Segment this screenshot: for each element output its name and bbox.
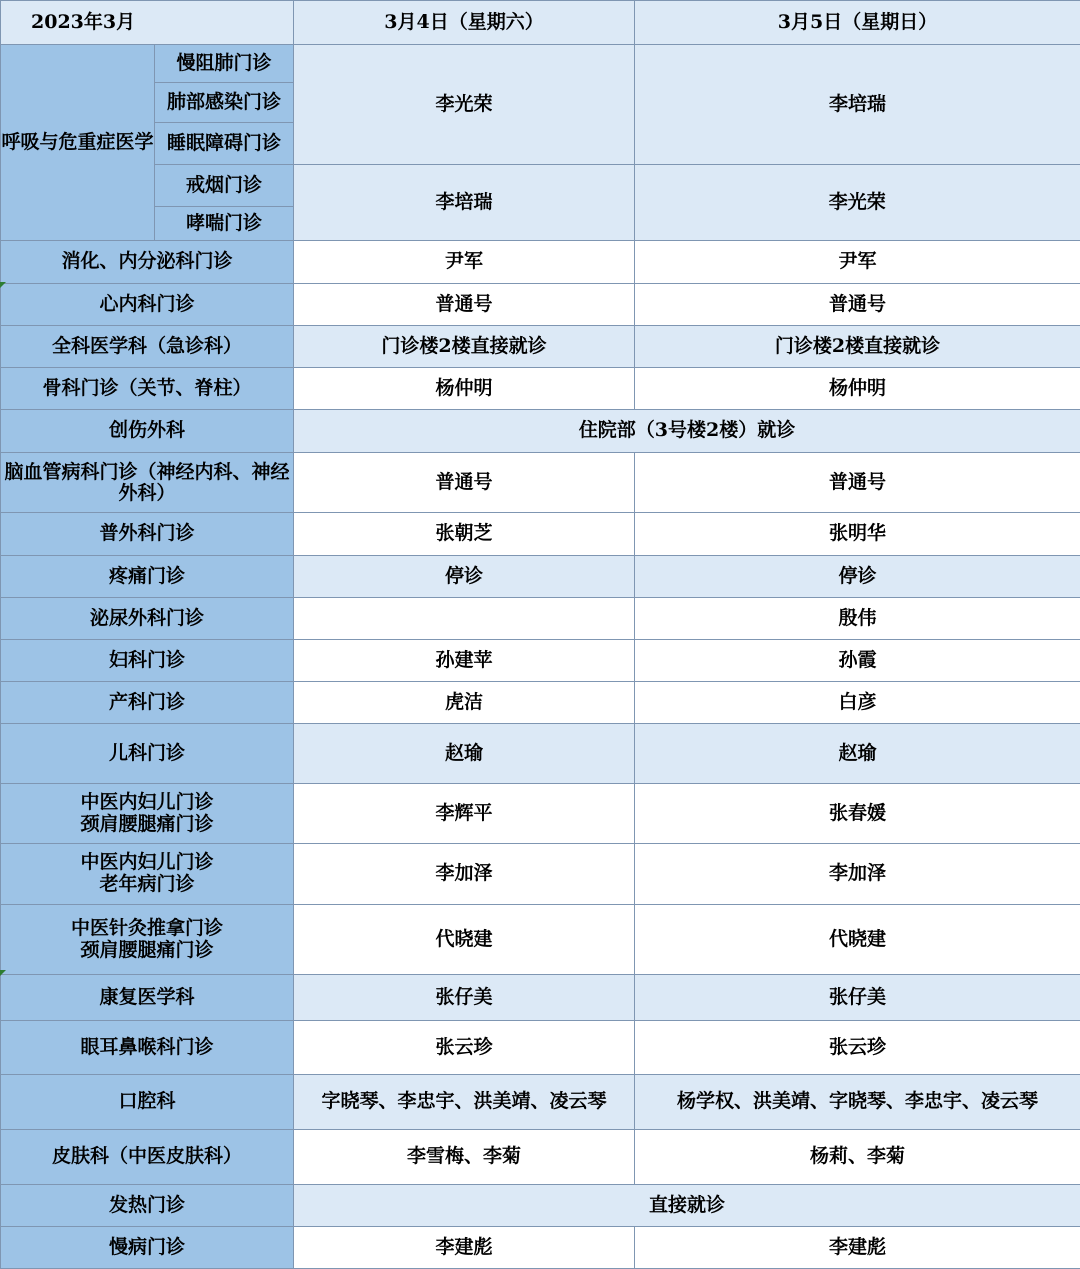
day1-cell: 停诊 [294, 556, 635, 598]
dept-label-line1: 中医针灸推拿门诊 [1, 918, 293, 940]
dept-label-line1: 中医内妇儿门诊 [1, 792, 293, 814]
day1-cell: 普通号 [294, 453, 635, 513]
cell-comment-marker [0, 282, 6, 288]
day1-cell: 张仔美 [294, 975, 635, 1021]
sub-dept-copd: 慢阻肺门诊 [155, 45, 294, 83]
day2-cell: 殷伟 [635, 598, 1080, 640]
table-row [1, 326, 1080, 368]
table-row [1, 556, 1080, 598]
table-row [1, 784, 1080, 844]
day1-cell: 李雪梅、李菊 [294, 1130, 635, 1185]
cell-comment-marker [0, 970, 6, 976]
month-header: 2023年3月 [1, 1, 294, 45]
day2-cell: 李建彪 [635, 1227, 1080, 1269]
day2-cell: 白彦 [635, 682, 1080, 724]
day2-header: 3月5日（星期日） [635, 1, 1080, 45]
day1-cell: 普通号 [294, 284, 635, 326]
dept-label: 产科门诊 [1, 682, 294, 724]
day1-cell: 张朝芝 [294, 513, 635, 556]
day1-cell: 李加泽 [294, 844, 635, 905]
sub-dept-smoking-cessation: 戒烟门诊 [155, 165, 294, 207]
day2-cell: 尹军 [635, 241, 1080, 284]
respiratory-group1-day2: 李培瑞 [635, 45, 1080, 165]
day1-header: 3月4日（星期六） [294, 1, 635, 45]
table-row [1, 453, 1080, 513]
dept-label-line2: 老年病门诊 [1, 874, 293, 896]
day2-cell: 赵瑜 [635, 724, 1080, 784]
day1-cell: 李建彪 [294, 1227, 635, 1269]
dept-respiratory: 呼吸与危重症医学 [1, 45, 155, 241]
table-row [1, 640, 1080, 682]
dept-label-line2: 颈肩腰腿痛门诊 [1, 940, 293, 962]
sub-dept-sleep-disorder: 睡眠障碍门诊 [155, 123, 294, 165]
table-row [1, 682, 1080, 724]
day1-cell: 张云珍 [294, 1021, 635, 1075]
day2-cell: 普通号 [635, 284, 1080, 326]
dept-label: 全科医学科（急诊科） [1, 326, 294, 368]
respiratory-group2-day2: 李光荣 [635, 165, 1080, 241]
day1-cell: 孙建苹 [294, 640, 635, 682]
day2-cell: 门诊楼2楼直接就诊 [635, 326, 1080, 368]
dept-label: 妇科门诊 [1, 640, 294, 682]
day1-cell [294, 598, 635, 640]
table-row [1, 905, 1080, 975]
day2-cell: 张仔美 [635, 975, 1080, 1021]
table-row [1, 410, 1080, 453]
table-row [1, 284, 1080, 326]
dept-label: 心内科门诊 [1, 284, 294, 326]
respiratory-group1-day1: 李光荣 [294, 45, 635, 165]
table-row [1, 844, 1080, 905]
dept-label: 骨科门诊（关节、脊柱） [1, 368, 294, 410]
day2-cell: 张春媛 [635, 784, 1080, 844]
dept-label [1, 905, 294, 975]
day1-cell: 虎洁 [294, 682, 635, 724]
table-row [1, 165, 1080, 207]
dept-label-line2: 颈肩腰腿痛门诊 [1, 814, 293, 836]
dept-label: 儿科门诊 [1, 724, 294, 784]
dept-label: 脑血管病科门诊（神经内科、神经外科） [1, 453, 294, 513]
header-row [1, 1, 1080, 45]
day2-cell: 李加泽 [635, 844, 1080, 905]
table-row [1, 368, 1080, 410]
dept-label: 消化、内分泌科门诊 [1, 241, 294, 284]
day2-cell: 杨莉、李菊 [635, 1130, 1080, 1185]
dept-label: 眼耳鼻喉科门诊 [1, 1021, 294, 1075]
dept-label: 发热门诊 [1, 1185, 294, 1227]
day2-cell: 张明华 [635, 513, 1080, 556]
table-row [1, 975, 1080, 1021]
table-row [1, 598, 1080, 640]
table-row [1, 1185, 1080, 1227]
dept-label: 创伤外科 [1, 410, 294, 453]
dept-label-line1: 中医内妇儿门诊 [1, 852, 293, 874]
day2-cell: 停诊 [635, 556, 1080, 598]
table-row [1, 1075, 1080, 1130]
day1-cell: 赵瑜 [294, 724, 635, 784]
day1-cell: 门诊楼2楼直接就诊 [294, 326, 635, 368]
table-row [1, 724, 1080, 784]
table-row [1, 45, 1080, 83]
table-row [1, 241, 1080, 284]
table-row [1, 513, 1080, 556]
day1-cell: 尹军 [294, 241, 635, 284]
day2-cell: 张云珍 [635, 1021, 1080, 1075]
both-days-cell: 直接就诊 [294, 1185, 1080, 1227]
day2-cell: 代晓建 [635, 905, 1080, 975]
day1-cell: 李辉平 [294, 784, 635, 844]
dept-label: 口腔科 [1, 1075, 294, 1130]
dept-label: 普外科门诊 [1, 513, 294, 556]
dept-label: 皮肤科（中医皮肤科） [1, 1130, 294, 1185]
respiratory-group2-day1: 李培瑞 [294, 165, 635, 241]
day1-cell: 代晓建 [294, 905, 635, 975]
table-row [1, 1227, 1080, 1269]
day2-cell: 杨学权、洪美靖、字晓琴、李忠宇、凌云琴 [635, 1075, 1080, 1130]
table-row [1, 1130, 1080, 1185]
day2-cell: 普通号 [635, 453, 1080, 513]
sub-dept-lung-infection: 肺部感染门诊 [155, 83, 294, 123]
day1-cell: 杨仲明 [294, 368, 635, 410]
table-row [1, 1021, 1080, 1075]
dept-label: 慢病门诊 [1, 1227, 294, 1269]
dept-label [1, 844, 294, 905]
dept-label: 康复医学科 [1, 975, 294, 1021]
dept-label: 泌尿外科门诊 [1, 598, 294, 640]
both-days-cell: 住院部（3号楼2楼）就诊 [294, 410, 1080, 453]
day2-cell: 杨仲明 [635, 368, 1080, 410]
sub-dept-asthma: 哮喘门诊 [155, 207, 294, 241]
day2-cell: 孙霞 [635, 640, 1080, 682]
dept-label [1, 784, 294, 844]
dept-label: 疼痛门诊 [1, 556, 294, 598]
day1-cell: 字晓琴、李忠宇、洪美靖、凌云琴 [294, 1075, 635, 1130]
